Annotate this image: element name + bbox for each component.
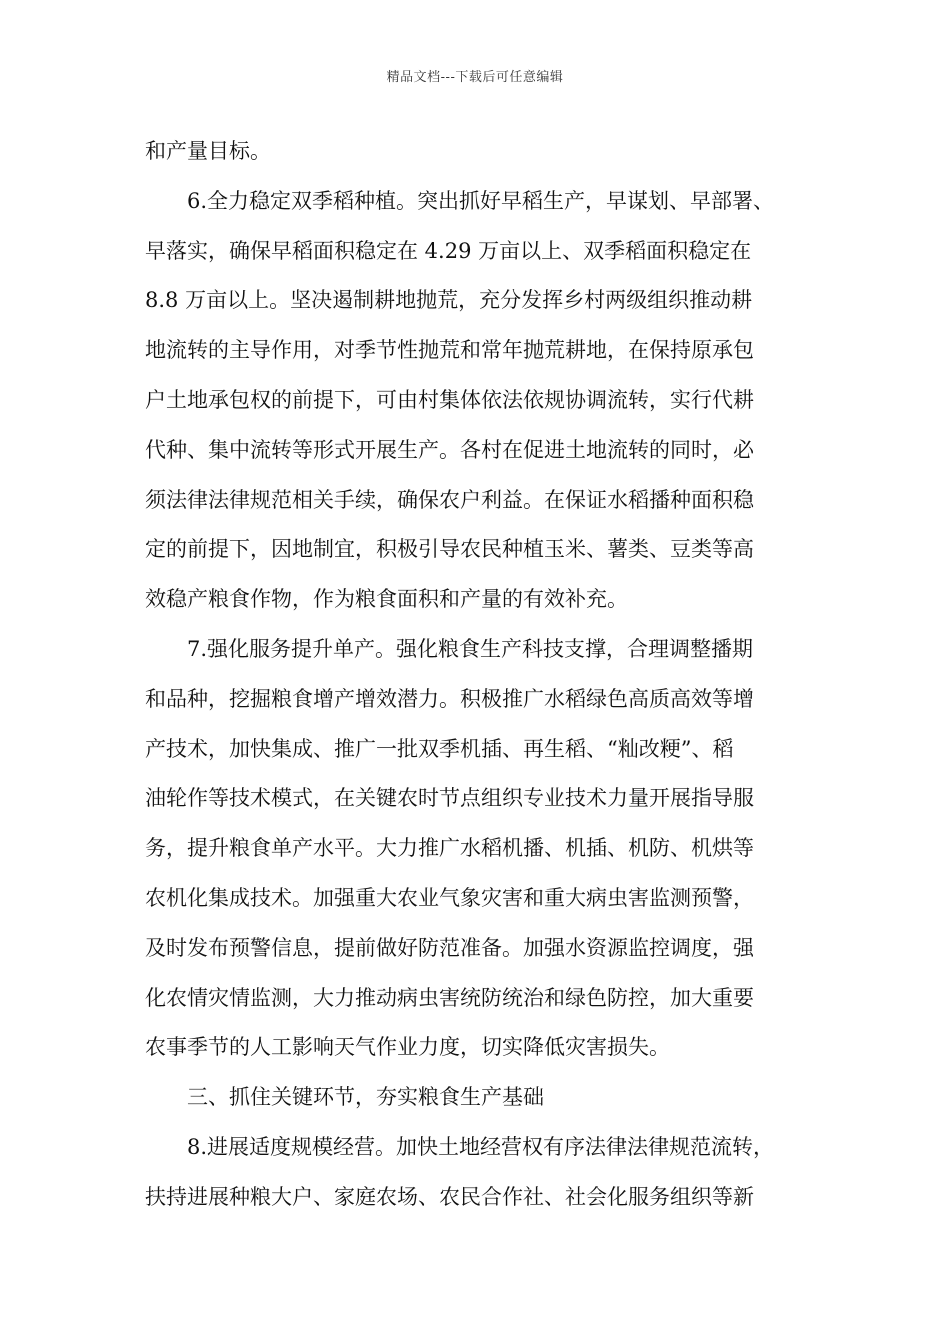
text-line: 8.8 万亩以上。坚决遏制耕地抛荒，充分发挥乡村两级组织推动耕	[145, 288, 753, 313]
text-line: 产技术，加快集成、推广一批双季机插、再生稻、“籼改粳”、稻	[145, 736, 734, 761]
text-line: 效稳产粮食作物，作为粮食面积和产量的有效补充。	[145, 587, 628, 612]
paragraph-8-start: 8.进展适度规模经营。加快土地经营权有序法律法律规范流转，	[187, 1134, 775, 1159]
text-line: 早落实，确保早稻面积稳定在 4.29 万亩以上、双季稻面积稳定在	[145, 238, 752, 263]
paragraph-7-start: 7.强化服务提升单产。强化粮食生产科技支撑，合理调整播期	[187, 636, 754, 661]
text-line: 农事季节的人工影响天气作业力度，切实降低灾害损失。	[145, 1035, 670, 1060]
section-heading: 三、抓住关键环节，夯实粮食生产基础	[187, 1085, 544, 1110]
text-line: 务，提升粮食单产水平。大力推广水稻机播、机插、机防、机烘等	[145, 836, 754, 861]
text-line: 及时发布预警信息，提前做好防范准备。加强水资源监控调度，强	[145, 935, 754, 960]
paragraph-6-start: 6.全力稳定双季稻种植。突出抓好早稻生产，早谋划、早部署、	[187, 188, 775, 213]
text-line: 扶持进展种粮大户、家庭农场、农民合作社、社会化服务组织等新	[145, 1184, 754, 1209]
page-header: 精品文档---下载后可任意编辑	[386, 70, 564, 85]
document-body	[145, 131, 808, 1227]
text-line: 和产量目标。	[145, 139, 271, 163]
text-line: 代种、集中流转等形式开展生产。各村在促进土地流转的同时，必	[145, 437, 754, 462]
text-line: 定的前提下，因地制宜，积极引导农民种植玉米、薯类、豆类等高	[145, 537, 754, 562]
text-line: 农机化集成技术。加强重大农业气象灾害和重大病虫害监测预警，	[145, 885, 754, 910]
text-line: 户土地承包权的前提下，可由村集体依法依规协调流转，实行代耕	[145, 387, 754, 412]
text-line: 须法律法律规范相关手续，确保农户利益。在保证水稻播种面积稳	[145, 487, 754, 512]
text-line: 化农情灾情监测，大力推动病虫害统防统治和绿色防控，加大重要	[145, 985, 754, 1010]
text-line: 油轮作等技术模式，在关键农时节点组织专业技术力量开展指导服	[145, 786, 754, 811]
text-line: 和品种，挖掘粮食增产增效潜力。积极推广水稻绿色高质高效等增	[145, 686, 754, 711]
text-line: 地流转的主导作用，对季节性抛荒和常年抛荒耕地，在保持原承包	[145, 338, 754, 363]
